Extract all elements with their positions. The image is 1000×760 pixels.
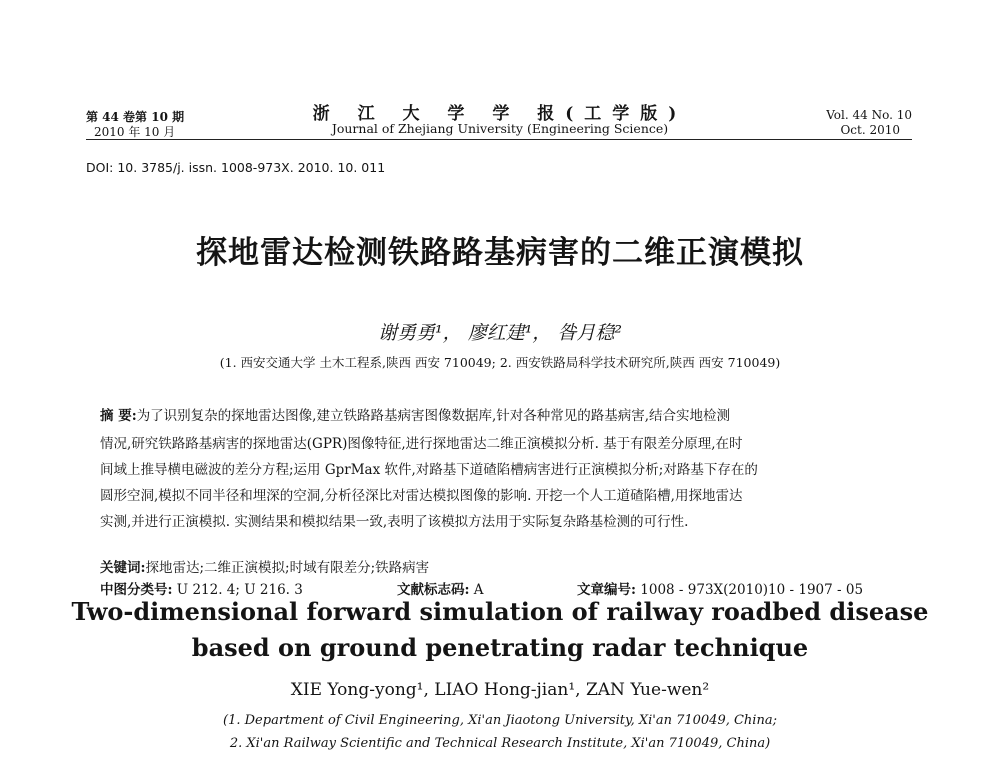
abstract-line [100,404,730,424]
authors-cn: 谢勇勇¹， 廖红建¹， 昝月稳² [378,322,622,344]
abstract-label: 摘 要: [100,408,137,424]
clc-number: 中图分类号: U 212. 4; U 216. 3 [100,582,303,598]
paper-title-cn: 探地雷达检测铁路路基病害的二维正演模拟 [196,235,804,271]
keywords-label: 关键词: [100,560,146,576]
issue-volume-cn: 第 44 卷第 10 期 [86,110,185,124]
issue-volume-en: Vol. 44 No. 10 [826,108,912,122]
affiliation-en-2: 2. Xi'an Railway Scientific and Technical Research Institute, Xi'an 710049, China) [229,736,771,751]
article-number: 文章编号: 1008 - 973X(2010)10 - 1907 - 05 [577,582,864,598]
header-divider [86,139,912,140]
journal-title-cn: 浙 江 大 学 学 报(工学版) [312,104,688,124]
abstract-line: 实测,并进行正演模拟. 实测结果和模拟结果一致,表明了该模拟方法用于实际复杂路基检测的可行性. [100,514,689,530]
keywords-text: 探地雷达;二维正演模拟;时域有限差分;铁路病害 [145,560,430,576]
affiliation-en-1: (1. Department of Civil Engineering, Xi'an Jiaotong University, Xi'an 710049, China; [223,713,777,728]
abstract-line: 情况,研究铁路路基病害的探地雷达(GPR)图像特征,进行探地雷达二维正演模拟分析. 基于有限差分原理,在时 [100,436,743,452]
document-code: 文献标志码: A [397,582,484,598]
authors-en: XIE Yong-yong¹, LIAO Hong-jian¹, ZAN Yue-wen² [290,680,710,700]
issue-date-en: Oct. 2010 [840,123,900,137]
doi: DOI: 10. 3785/j. issn. 1008-973X. 2010. 10. 011 [86,160,386,175]
paper-title-en-line1: Two-dimensional forward simulation of railway roadbed disease [71,597,929,626]
abstract-text: 为了识别复杂的探地雷达图像,建立铁路路基病害图像数据库,针对各种常见的路基病害,结合实地检测 [136,408,731,424]
issue-date-cn: 2010 年 10 月 [94,125,176,139]
affiliations-cn: (1. 西安交通大学 土木工程系,陕西 西安 710049; 2. 西安铁路局科学技术研究所,陕西 西安 710049) [219,355,781,370]
abstract-line: 圆形空洞,模拟不同半径和埋深的空洞,分析径深比对雷达模拟图像的影响. 开挖一个人工道碴陷槽,用探地雷达 [100,488,743,504]
abstract-line: 间域上推导横电磁波的差分方程;运用 GprMax 软件,对路基下道碴陷槽病害进行正演模拟分析;对路基下存在的 [100,462,758,478]
paper-title-en [0,594,1000,666]
paper-title-en-line2: based on ground penetrating radar technique [191,633,809,662]
journal-title-en: Journal of Zhejiang University (Engineering Science) [331,121,669,136]
keywords [100,556,429,576]
